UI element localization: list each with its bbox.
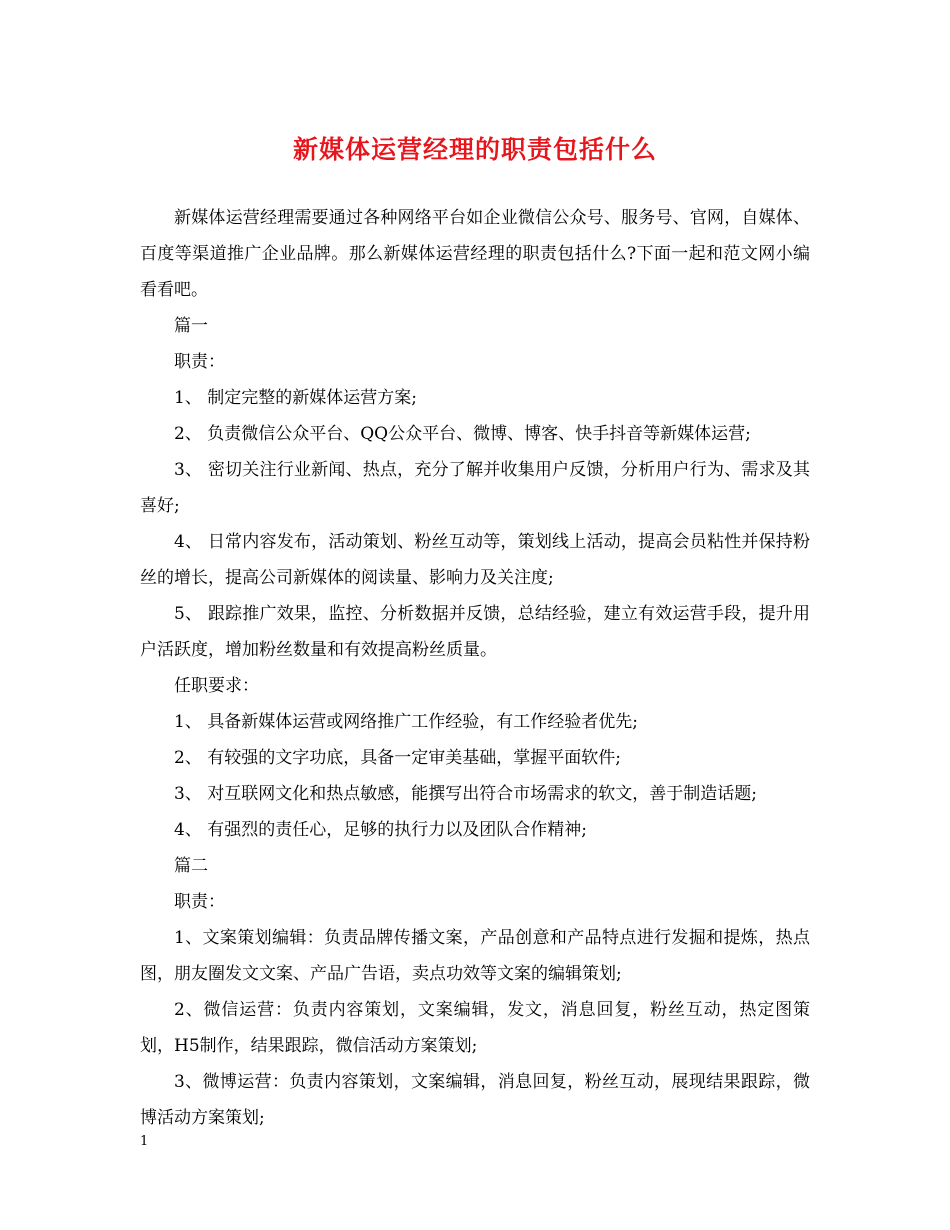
requirements-heading: 任职要求： <box>174 676 259 696</box>
duty-item: 5、 跟踪推广效果，监控、分析数据并反馈，总结经验，建立有效运营手段，提升用户活跃度，增加粉丝数量和有效提高粉丝质量。 <box>140 604 810 660</box>
requirement-item: 4、 有强烈的责任心，足够的执行力以及团队合作精神; <box>174 820 587 840</box>
duty-item: 4、 日常内容发布，活动策划、粉丝互动等，策划线上活动，提高会员粘性并保持粉丝的增长，提高公司新媒体的阅读量、影响力及关注度; <box>140 532 810 588</box>
duty-item: 2、 负责微信公众平台、QQ公众平台、微博、博客、快手抖音等新媒体运营; <box>174 424 751 444</box>
requirement-item: 3、 对互联网文化和热点敏感，能撰写出符合市场需求的软文，善于制造话题; <box>174 784 757 804</box>
intro-paragraph: 新媒体运营经理需要通过各种网络平台如企业微信公众号、服务号、官网，自媒体、百度等渠道推广企业品牌。那么新媒体运营经理的职责包括什么?下面一起和范文网小编看看吧。 <box>140 208 810 300</box>
duty-item: 1、 制定完整的新媒体运营方案; <box>174 388 417 408</box>
requirement-item: 1、 具备新媒体运营或网络推广工作经验，有工作经验者优先; <box>174 712 638 732</box>
page-number: 1 <box>140 1134 149 1149</box>
duties-heading: 职责： <box>174 892 225 912</box>
section-heading-part-two: 篇二 <box>174 856 208 876</box>
duties-heading: 职责： <box>174 352 225 372</box>
document-body <box>140 200 810 1136</box>
duty-item: 2、微信运营：负责内容策划，文案编辑，发文，消息回复，粉丝互动，热定图策划，H5制作，结果跟踪，微信活动方案策划; <box>140 1000 810 1056</box>
section-heading-part-one: 篇一 <box>174 316 208 336</box>
duty-item: 3、 密切关注行业新闻、热点，充分了解并收集用户反馈，分析用户行为、需求及其喜好; <box>140 460 810 516</box>
duty-item: 3、微博运营：负责内容策划，文案编辑，消息回复，粉丝互动，展现结果跟踪，微博活动方案策划; <box>140 1072 810 1128</box>
requirement-item: 2、 有较强的文字功底，具备一定审美基础，掌握平面软件; <box>174 748 621 768</box>
document-title: 新媒体运营经理的职责包括什么 <box>292 135 657 164</box>
duty-item: 1、文案策划编辑：负责品牌传播文案，产品创意和产品特点进行发掘和提炼，热点图，朋友圈发文文案、产品广告语，卖点功效等文案的编辑策划; <box>140 928 810 984</box>
